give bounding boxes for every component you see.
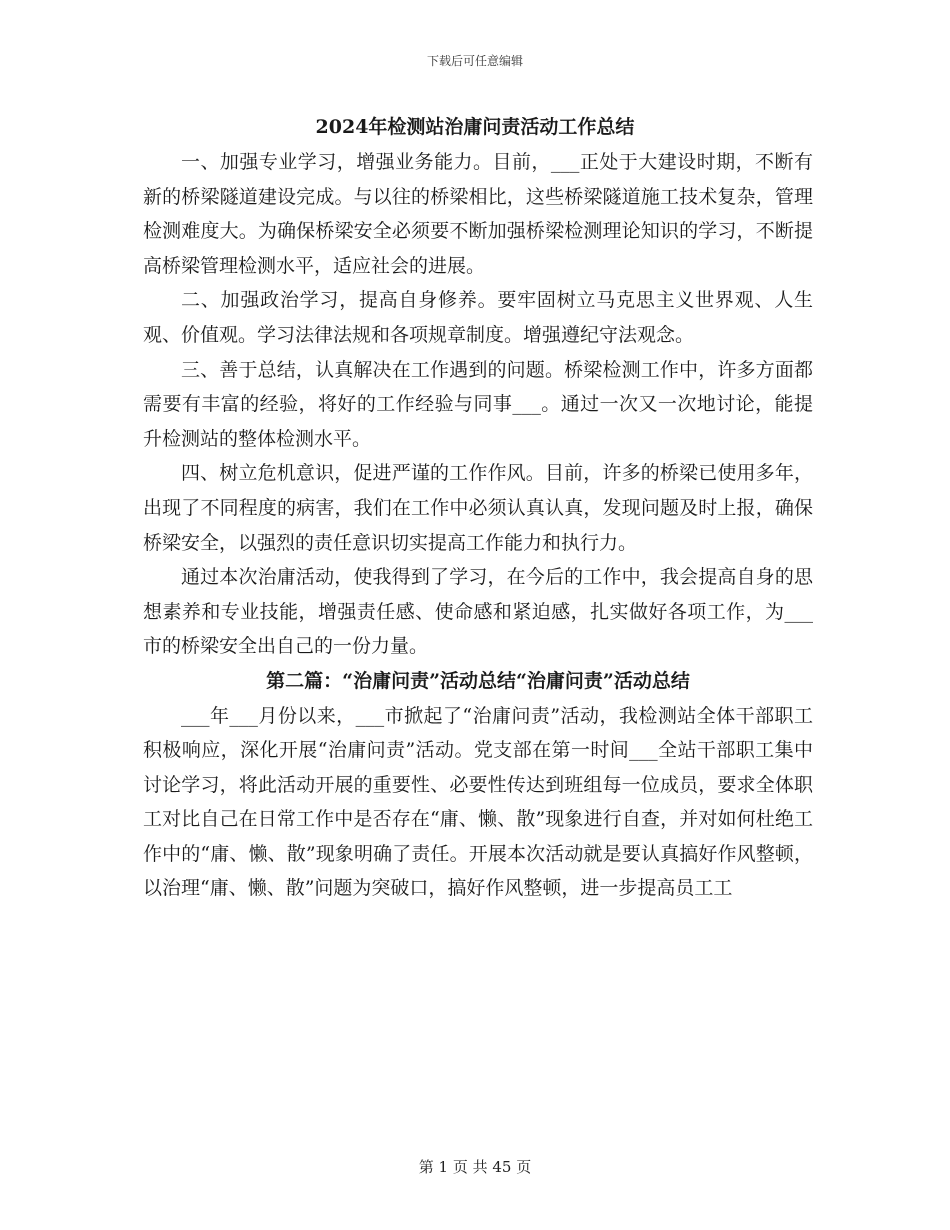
page-number: 第 1 页 共 45 页 bbox=[418, 1158, 532, 1176]
page-header-note: 下载后可任意编辑 bbox=[426, 54, 523, 68]
paragraph-1: 一、加强专业学习，增强业务能力。目前，___正处于大建设时期，不断有新的桥梁隧道建设完成。与以往的桥梁相比，这些桥梁隧道施工技术复杂，管理检测难度大。为确保桥梁安全必须要不断加强桥梁检测理论知识的学习，不断提高桥梁管理检测水平，适应社会的进展。 bbox=[143, 151, 813, 277]
paragraph-3: 三、善于总结，认真解决在工作遇到的问题。桥梁检测工作中，许多方面都需要有丰富的经验，将好的工作经验与同事___。通过一次又一次地讨论，能提升检测站的整体检测水平。 bbox=[143, 358, 813, 450]
document-body bbox=[143, 145, 813, 906]
section-2-paragraph: ___年___月份以来，___市掀起了“治庸问责”活动，我检测站全体干部职工积极响应，深化开展“治庸问责”活动。党支部在第一时间___全站干部职工集中讨论学习，将此活动开展的重要性、必要性传达到班组每一位成员，要求全体职工对比自己在日常工作中是否存在“庸、懒、散”现象进行自查，并对如何杜绝工作中的“庸、懒、散”现象明确了责任。开展本次活动就是要认真搞好作风整顿，以治理“庸、懒、散”问题为突破口，搞好作风整顿，进一步提高员工工 bbox=[143, 704, 813, 900]
paragraph-4: 四、树立危机意识，促进严谨的工作作风。目前，许多的桥梁已使用多年，出现了不同程度的病害，我们在工作中必须认真认真，发现问题及时上报，确保桥梁安全，以强烈的责任意识切实提高工作能力和执行力。 bbox=[143, 462, 813, 554]
paragraph-5: 通过本次治庸活动，使我得到了学习，在今后的工作中，我会提高自身的思想素养和专业技能，增强责任感、使命感和紧迫感，扎实做好各项工作，为___市的桥梁安全出自己的一份力量。 bbox=[143, 566, 813, 658]
paragraph-2: 二、加强政治学习，提高自身修养。要牢固树立马克思主义世界观、人生观、价值观。学习法律法规和各项规章制度。增强遵纪守法观念。 bbox=[143, 289, 813, 346]
section-2-heading: 第二篇：“治庸问责”活动总结“治庸问责”活动总结 bbox=[266, 669, 690, 692]
document-title: 2024年检测站治庸问责活动工作总结 bbox=[315, 116, 635, 138]
